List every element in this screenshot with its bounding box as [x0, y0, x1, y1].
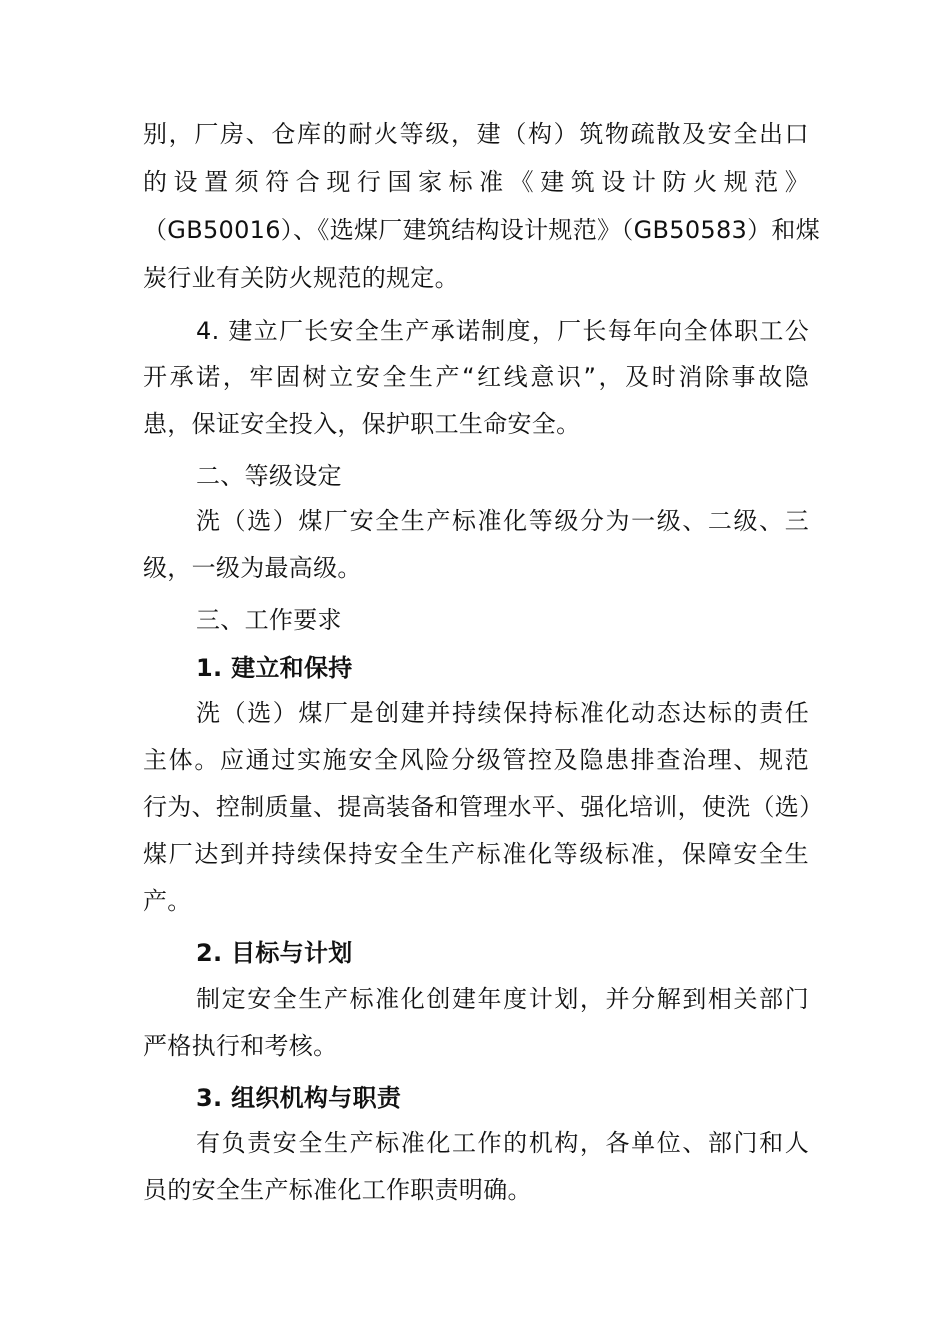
- text-line: 行为、控制质量、提高装备和管理水平、强化培训，使洗（选）: [143, 793, 824, 821]
- text-line: 别，厂房、仓库的耐火等级，建（构）筑物疏散及安全出口: [143, 120, 809, 148]
- section-heading: 三、工作要求: [196, 606, 342, 634]
- text-line: 主体。应通过实施安全风险分级管控及隐患排查治理、规范: [143, 746, 809, 774]
- text-line: （GB50016）、《选煤厂建筑结构设计规范》（GB50583）和煤: [143, 216, 821, 244]
- text-line: 开承诺，牢固树立安全生产“红线意识”，及时消除事故隐: [143, 363, 809, 391]
- text-line: 级，一级为最高级。: [143, 554, 362, 582]
- text-line: 制定安全生产标准化创建年度计划，并分解到相关部门: [196, 985, 809, 1013]
- text-line: 患，保证安全投入，保护职工生命安全。: [143, 410, 581, 438]
- text-line: 炭行业有关防火规范的规定。: [143, 264, 459, 292]
- subsection-heading: 2. 目标与计划: [196, 939, 353, 967]
- text-line: 有负责安全生产标准化工作的机构，各单位、部门和人: [196, 1129, 809, 1157]
- text-line: 煤厂达到并持续保持安全生产标准化等级标准，保障安全生: [143, 840, 809, 868]
- subsection-heading: 3. 组织机构与职责: [196, 1084, 402, 1112]
- text-line: 4. 建立厂长安全生产承诺制度，厂长每年向全体职工公: [196, 317, 809, 345]
- section-heading: 二、等级设定: [196, 462, 342, 490]
- text-line: 员的安全生产标准化工作职责明确。: [143, 1176, 532, 1204]
- text-line: 的设置须符合现行国家标准《建筑设计防火规范》: [143, 168, 809, 196]
- text-line: 产。: [143, 887, 192, 915]
- text-line: 严格执行和考核。: [143, 1032, 338, 1060]
- text-line: 洗（选）煤厂安全生产标准化等级分为一级、二级、三: [196, 507, 809, 535]
- text-line: 洗（选）煤厂是创建并持续保持标准化动态达标的责任: [196, 699, 809, 727]
- subsection-heading: 1. 建立和保持: [196, 654, 353, 682]
